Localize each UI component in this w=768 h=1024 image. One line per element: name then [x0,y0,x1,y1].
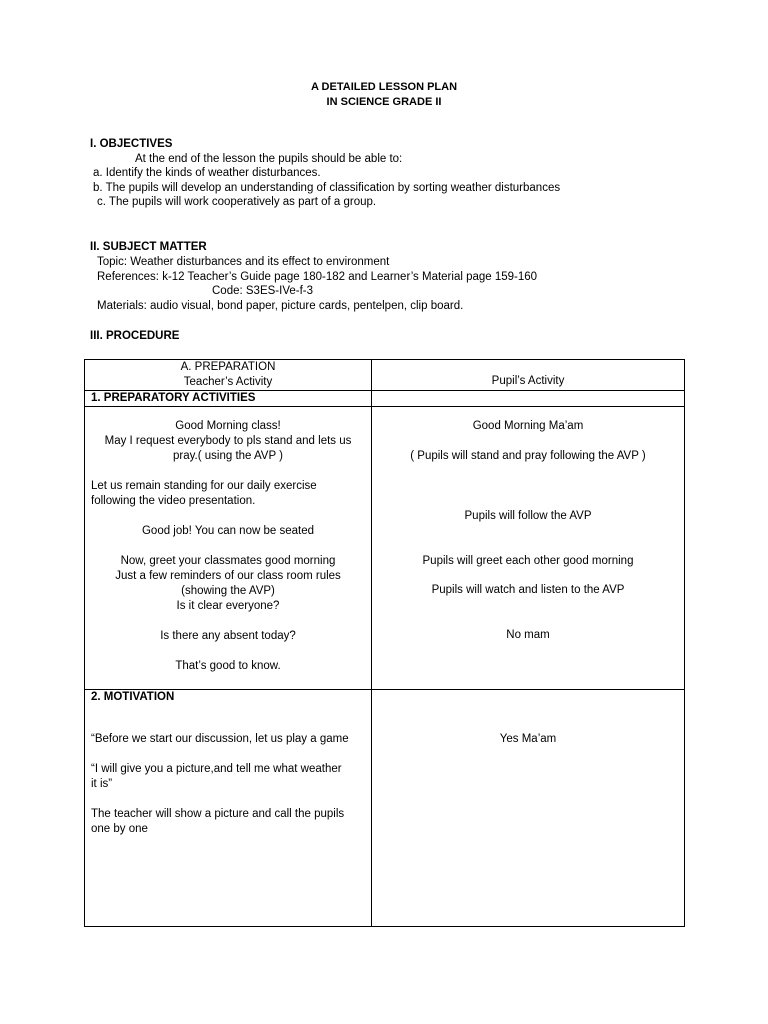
pupil-line: Yes Ma’am [499,733,557,745]
motivation-line: “I will give you a picture,and tell me what weather [91,763,342,775]
header-right-cell [372,360,685,391]
teacher-line: following the video presentation. [91,495,256,507]
motivation-line: The teacher will show a picture and call the pupils [91,808,345,820]
section2-pupil-cell [372,690,685,927]
section2-row [85,690,685,927]
pupil-line: Pupils will follow the AVP [464,510,592,522]
teacher-line: Good job! You can now be seated [141,525,314,537]
objectives-heading: I. OBJECTIVES [90,138,173,150]
pupil-line: Pupils will watch and listen to the AVP [431,584,625,596]
subject-code: Code: S3ES-IVe-f-3 [212,285,313,297]
objective-c: c. The pupils will work cooperatively as part of a group. [97,196,377,208]
subject-matter-heading: II. SUBJECT MATTER [90,241,207,253]
section1-teacher-cell [85,407,372,690]
objectives-intro: At the end of the lesson the pupils should be able to: [135,153,403,165]
subject-materials: Materials: audio visual, bond paper, picture cards, pentelpen, clip board. [97,300,464,312]
teacher-line: Is it clear everyone? [176,600,280,612]
pupil-activity-label: Pupil’s Activity [491,375,565,387]
teacher-line: Just a few reminders of our class room rules [115,570,341,582]
procedure-table [84,359,685,927]
section2-teacher-cell [85,690,372,927]
section1-header-row [85,391,685,407]
pupil-line: Pupils will greet each other good morning [422,555,634,567]
pupil-line: No mam [506,629,550,641]
section1-right-empty [372,391,685,407]
section1-title: 1. PREPARATORY ACTIVITIES [85,391,372,407]
motivation-line: it is” [91,778,113,790]
teacher-line: Let us remain standing for our daily exercise [91,480,317,492]
doc-title-line1: A DETAILED LESSON PLAN [310,81,458,93]
subject-references: References: k-12 Teacher’s Guide page 180-182 and Learner’s Material page 159-160 [97,271,538,283]
teacher-activity-label: Teacher’s Activity [183,376,273,388]
teacher-line: May I request everybody to pls stand and lets us [104,435,352,447]
objective-a: a. Identify the kinds of weather disturbances. [93,167,321,179]
procedure-heading: III. PROCEDURE [90,330,180,342]
section2-title: 2. MOTIVATION [91,691,175,703]
doc-title-line2: IN SCIENCE GRADE II [326,96,442,108]
teacher-line: pray.( using the AVP ) [173,450,283,462]
table-header-row [85,360,685,391]
teacher-line: Is there any absent today? [160,630,296,642]
motivation-line: “Before we start our discussion, let us play a game [91,733,349,745]
teacher-line: Now, greet your classmates good morning [120,555,336,567]
teacher-line: That’s good to know. [175,660,281,672]
pupil-line: Good Morning Ma’am [472,420,584,432]
preparation-label: A. PREPARATION [180,361,276,373]
motivation-line: one by one [91,823,148,835]
subject-topic: Topic: Weather disturbances and its effect to environment [97,256,390,268]
objective-b: b. The pupils will develop an understanding of classification by sorting weather disturbances [93,182,561,194]
section1-content-row [85,407,685,690]
teacher-line: Good Morning class! [175,420,281,432]
teacher-line: (showing the AVP) [181,585,275,597]
header-left-cell [85,360,372,391]
pupil-line: ( Pupils will stand and pray following the AVP ) [410,450,646,462]
section1-pupil-cell [372,407,685,690]
